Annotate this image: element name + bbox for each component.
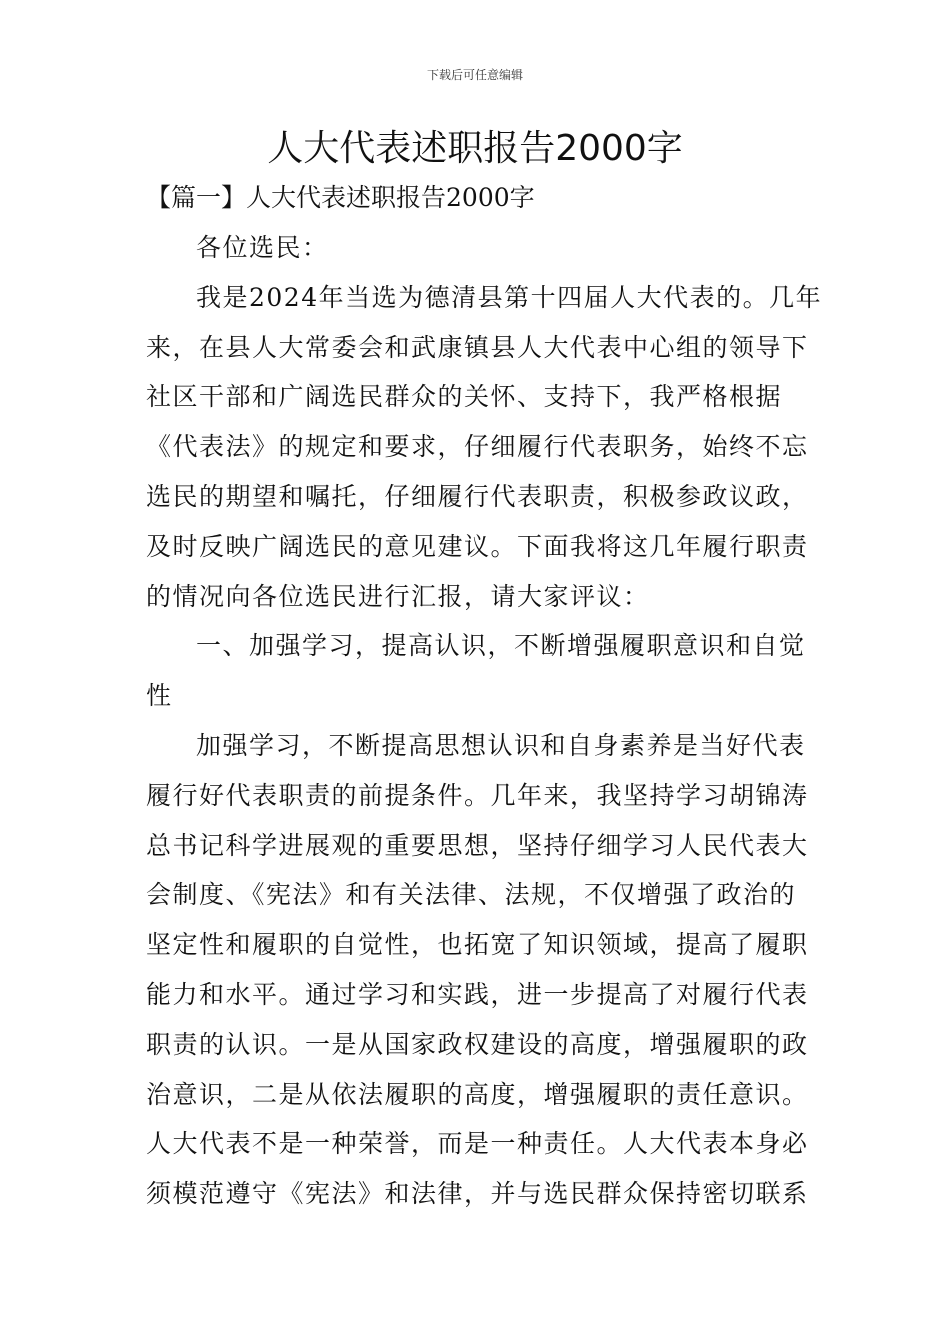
body-line: 《代表法》的规定和要求，仔细履行代表职务，始终不忘 — [146, 432, 809, 462]
body-line: 能力和水平。通过学习和实践，进一步提高了对履行代表 — [146, 980, 809, 1009]
body-line: 的情况向各位选民进行汇报，请大家评议： — [146, 581, 650, 611]
body-line: 职责的认识。一是从国家政权建设的高度，增强履职的政 — [146, 1029, 809, 1059]
body-line: 须模范遵守《宪法》和法律，并与选民群众保持密切联系 — [146, 1179, 809, 1209]
body-line: 人大代表不是一种荣誉，而是一种责任。人大代表本身必 — [146, 1129, 809, 1159]
body-line: 我是2024年当选为德清县第十四届人大代表的。几年 — [196, 282, 823, 312]
body-line: 一、加强学习，提高认识，不断增强履职意识和自觉 — [196, 631, 806, 661]
body-line: 社区干部和广阔选民群众的关怀、支持下，我严格根据 — [146, 382, 783, 412]
body-line: 坚定性和履职的自觉性，也拓宽了知识领域，提高了履职 — [146, 930, 809, 960]
body-line: 总书记科学进展观的重要思想，坚持仔细学习人民代表大 — [146, 830, 809, 860]
document-title: 人大代表述职报告2000字 — [267, 128, 683, 169]
body-line: 履行好代表职责的前提条件。几年来，我坚持学习胡锦涛 — [146, 780, 809, 810]
body-line: 及时反映广阔选民的意见建议。下面我将这几年履行职责 — [146, 531, 809, 561]
body-line: 治意识，二是从依法履职的高度，增强履职的责任意识。 — [146, 1079, 809, 1109]
section-heading: 【篇一】人大代表述职报告2000字 — [146, 183, 535, 212]
body-line: 加强学习，不断提高思想认识和自身素养是当好代表 — [196, 731, 806, 760]
body-line: 来，在县人大常委会和武康镇县人大代表中心组的领导下 — [146, 332, 809, 362]
body-line: 性 — [146, 681, 173, 711]
header-note: 下载后可任意编辑 — [426, 68, 523, 82]
body-line: 会制度、《宪法》和有关法律、法规，不仅增强了政治的 — [146, 880, 797, 910]
body-line: 各位选民： — [196, 233, 329, 262]
body-line: 选民的期望和嘱托，仔细履行代表职责，积极参政议政， — [146, 482, 809, 511]
